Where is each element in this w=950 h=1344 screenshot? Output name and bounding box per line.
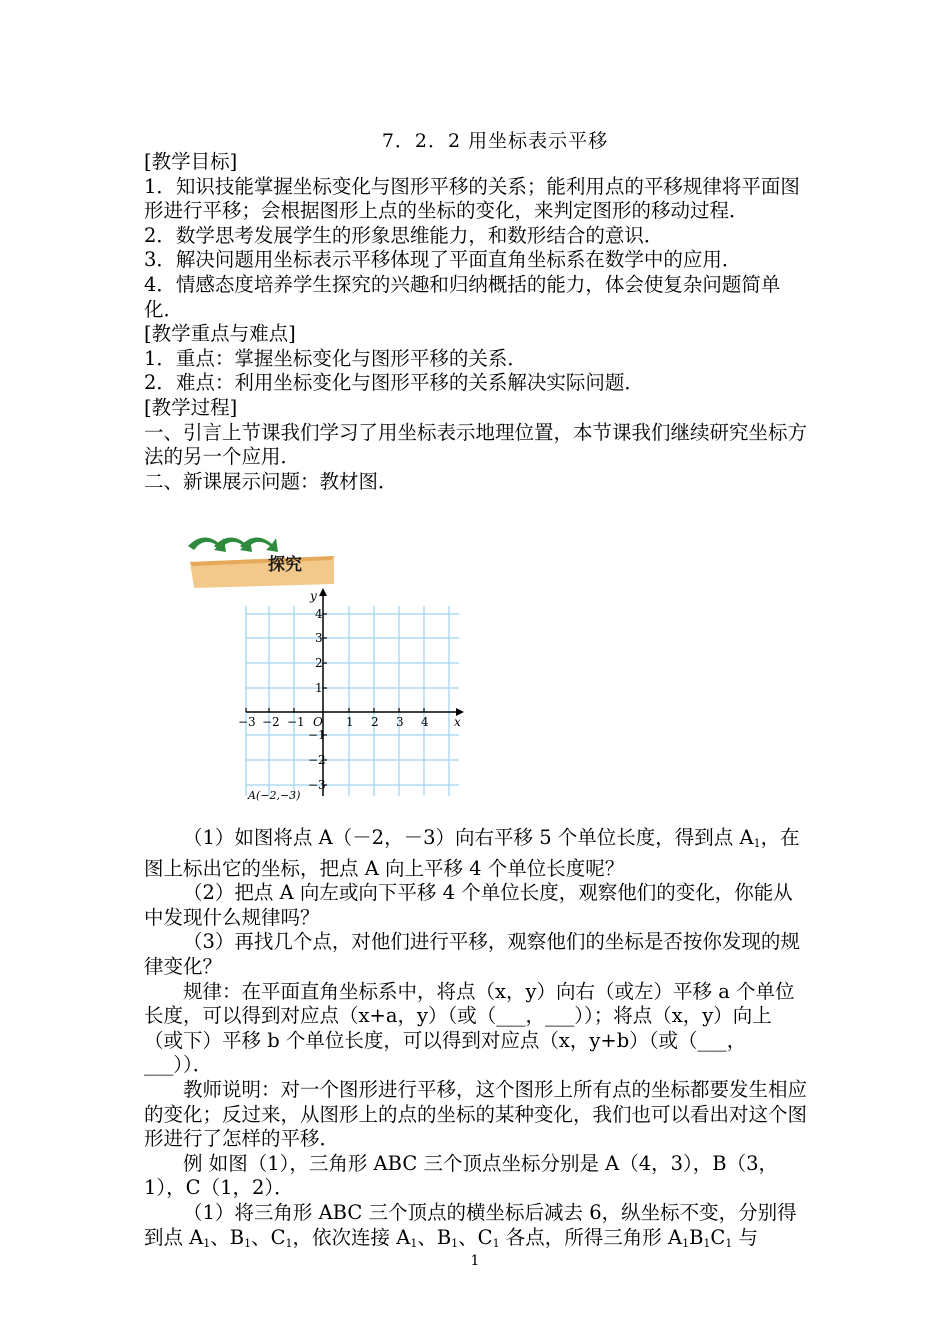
page-number: 1 (470, 1253, 480, 1269)
y-tick-label: 2 (315, 656, 323, 670)
keypoint-item: 2．难点：利用坐标变化与图形平移的关系解决实际问题． (144, 371, 644, 395)
y-tick-label: −3 (308, 778, 326, 792)
y-axis-arrow (319, 588, 327, 596)
objective-item: 2．数学思考发展学生的形象思维能力，和数形结合的意识． (144, 223, 664, 247)
x-tick-label: 3 (396, 715, 404, 729)
x-tick-label: 1 (346, 715, 354, 729)
question-2: （2）把点 A 向左或向下平移 4 个单位长度，观察他们的变化，你能从中发现什么规律吗？ (144, 881, 793, 929)
upper-text-block (144, 150, 810, 494)
objective-item: 1．知识技能掌握坐标变化与图形平移的关系；能利用点的平移规律将平面图形进行平移；会根据图形上点的坐标的变化，来判定图形的移动过程． (144, 174, 800, 223)
section-heading-keypoints: [教学重点与难点] (144, 322, 296, 346)
x-tick-label: −2 (262, 715, 280, 729)
y-tick-label: 1 (315, 681, 323, 695)
example-part-1: （1）将三角形 ABC 三个顶点的横坐标后减去 6，纵坐标不变，分别得到点 $A_1$、$B_1$、$C_1$，依次连接 $A_1$、$B_1$、$C_1$ 各点，所得三角形 $A_1B_1C_1$ 与 (144, 1200, 797, 1250)
teacher-note-paragraph: 教师说明：对一个图形进行平移，这个图形上所有点的坐标都要发生相应的变化；反过来，从图形上的点的坐标的某种变化，我们也可以看出对这个图形进行了怎样的平移． (144, 1077, 808, 1151)
question-1: （1）如图将点 A（－2，－3）向右平移 5 个单位长度，得到点 $A_1$，在图上标出它的坐标，把点 A 向上平移 4 个单位长度呢？ (144, 826, 800, 880)
y-tick-label: 4 (315, 607, 323, 621)
tick-marks (246, 614, 424, 785)
axes (246, 588, 464, 796)
question-3: （3）再找几个点，对他们进行平移，观察他们的坐标是否按你发现的规律变化？ (144, 930, 800, 978)
y-tick-label: 3 (315, 631, 323, 645)
explore-banner (188, 537, 334, 588)
origin-label: O (313, 715, 323, 729)
x-axis-label: x (454, 715, 461, 729)
coordinate-figure (184, 526, 474, 812)
lower-text-block (144, 826, 810, 1256)
objective-item: 4．情感态度培养学生探究的兴趣和归纳概括的能力，体会使复杂问题简单化． (144, 272, 781, 321)
point-a-label: A(−2,−3) (248, 789, 301, 802)
banner-label: 探究 (268, 555, 302, 575)
y-axis-label: y (310, 589, 317, 603)
section-heading-process: [教学过程] (144, 395, 238, 419)
rule-paragraph: 规律：在平面直角坐标系中，将点（x，y）向右（或左）平移 a 个单位长度，可以得到对应点（x+a，y）（或（___，___））；将点（x，y）向上（或下）平移 b 个单位长度，可以得到对应点（x，y+b）（或（___，___））． (144, 979, 795, 1077)
page-title: 7．2．2 用坐标表示平移 (381, 130, 609, 152)
objective-item: 3．解决问题用坐标表示平移体现了平面直角坐标系在数学中的应用． (144, 248, 742, 272)
x-tick-label: −3 (238, 715, 256, 729)
x-tick-label: −1 (287, 715, 305, 729)
x-tick-label: 2 (371, 715, 379, 729)
new-lesson-paragraph: 二、新课展示问题：教材图． (144, 469, 398, 493)
x-tick-label: 4 (421, 715, 429, 729)
intro-paragraph: 一、引言上节课我们学习了用坐标表示地理位置，本节课我们继续研究坐标方法的另一个应用． (144, 420, 808, 469)
section-heading-objectives: [教学目标] (144, 150, 238, 173)
y-tick-label: −2 (308, 753, 326, 767)
grid-lines (246, 606, 459, 796)
example-paragraph: 例 如图（1），三角形 ABC 三个顶点坐标分别是 A（4，3），B（3，1），C（1，2）． (144, 1151, 779, 1200)
y-tick-label: −1 (308, 728, 326, 742)
keypoint-item: 1．重点：掌握坐标变化与图形平移的关系． (144, 346, 527, 370)
